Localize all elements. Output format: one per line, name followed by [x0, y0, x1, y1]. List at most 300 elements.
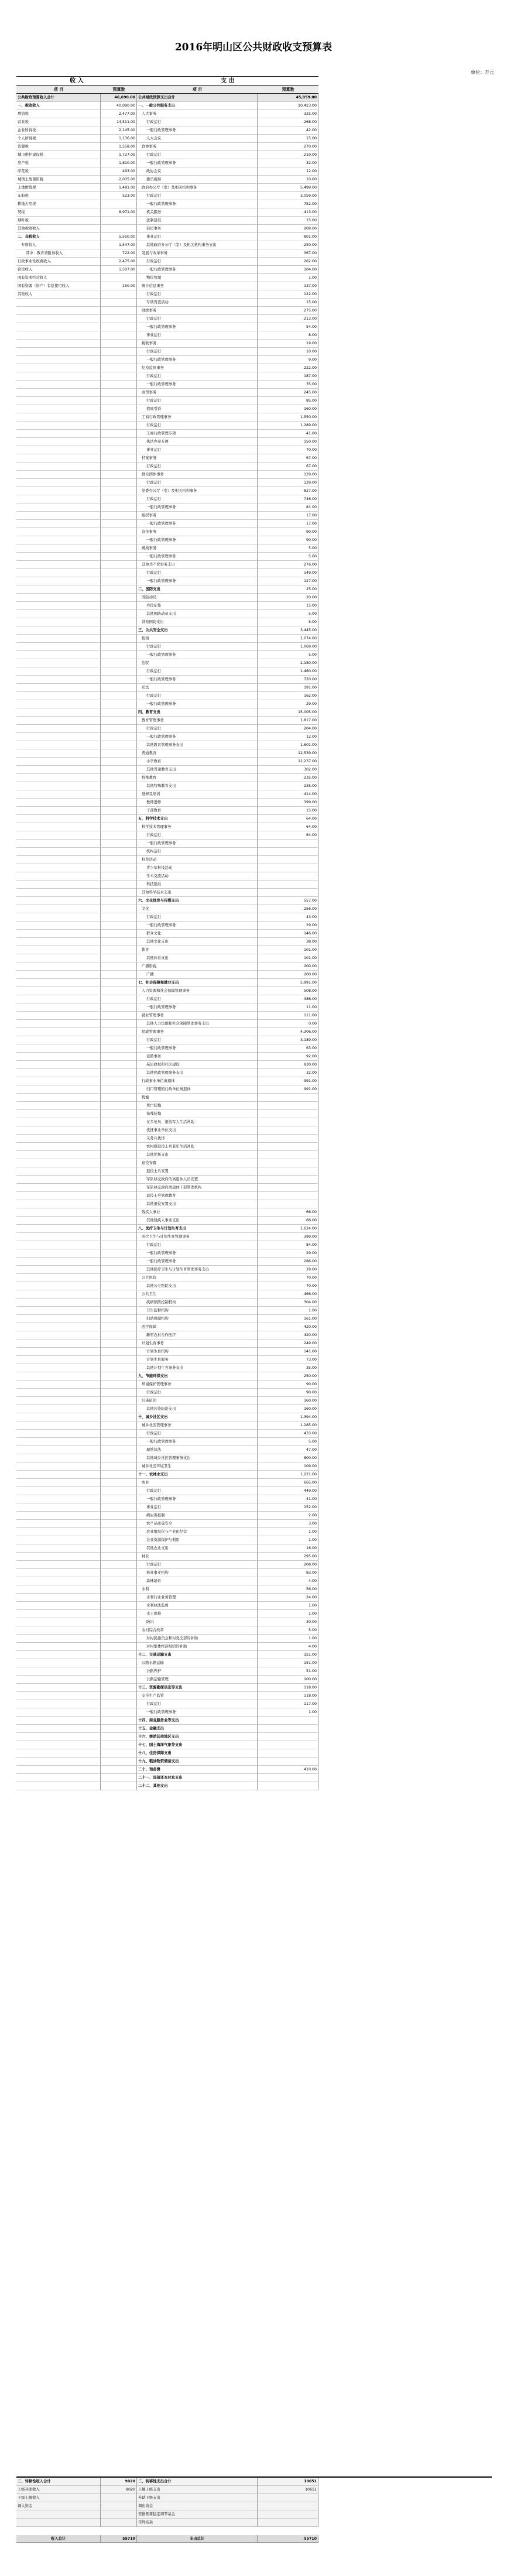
income-value	[101, 913, 137, 922]
income-value	[101, 1561, 137, 1569]
expense-item: 教育管理事务	[137, 717, 258, 725]
table-row	[16, 225, 492, 233]
table-row	[16, 1192, 492, 1200]
table-row	[16, 290, 492, 299]
income-value	[101, 1635, 137, 1643]
income-item	[16, 1405, 101, 1413]
expense-value: 84.00	[258, 1241, 318, 1249]
table-row	[16, 1061, 492, 1069]
income-item	[16, 1766, 101, 1774]
expense-item: 一般行政管理事务	[137, 200, 258, 208]
expense-item: 基层政权和社区建设	[137, 1061, 258, 1069]
income-value	[101, 1741, 137, 1749]
income-value	[101, 1758, 137, 1766]
income-value	[101, 1192, 137, 1200]
expense-item: 政协事务	[137, 143, 258, 151]
table-row	[16, 1659, 492, 1667]
table-row	[16, 1643, 492, 1651]
income-item	[16, 1012, 101, 1020]
table-row	[16, 692, 492, 700]
table-row	[16, 1577, 492, 1585]
income-item	[16, 676, 101, 684]
income-item: 营业税	[16, 118, 101, 126]
income-item	[16, 790, 101, 799]
table-row	[16, 897, 492, 905]
income-item	[16, 1462, 101, 1471]
expense-value: 42.00	[258, 126, 318, 135]
income-item	[16, 1610, 101, 1618]
income-item	[16, 430, 101, 438]
income-item	[16, 831, 101, 840]
expense-value: 420.00	[258, 1331, 318, 1340]
expense-item: 其他体育支出	[137, 954, 258, 962]
expense-value: 29.00	[258, 1249, 318, 1258]
income-value	[101, 626, 137, 635]
table-row	[16, 1266, 492, 1274]
expense-item: 公路养护	[137, 1667, 258, 1676]
income-value	[101, 1266, 137, 1274]
income-value	[101, 299, 137, 307]
income-item	[16, 1126, 101, 1135]
table-row	[16, 930, 492, 938]
income-item	[16, 717, 101, 725]
expense-item: 行政运行	[137, 569, 258, 577]
income-item	[16, 1512, 101, 1520]
table-row	[16, 118, 492, 126]
expense-value: 801.00	[258, 233, 318, 241]
table-row	[16, 1430, 492, 1438]
income-value	[101, 1462, 137, 1471]
transfer-section	[16, 2476, 492, 2527]
expense-value: 1,601.00	[258, 741, 318, 749]
income-value	[101, 667, 137, 676]
income-value	[101, 1159, 137, 1167]
expense-item: 对村民委员会和村党支部的补助	[137, 1635, 258, 1643]
expense-item: 专项普查活动	[137, 299, 258, 307]
income-value	[101, 1503, 137, 1512]
expense-value: 73.00	[258, 1356, 318, 1364]
expense-value: 12,237.00	[258, 758, 318, 766]
expense-value: 991.00	[258, 1085, 318, 1094]
table-row	[16, 1364, 492, 1372]
income-value	[101, 1364, 137, 1372]
income-value	[101, 1577, 137, 1585]
income-item	[16, 1274, 101, 1282]
expense-value: 5.00	[258, 651, 318, 659]
table-row	[16, 979, 492, 987]
income-item	[16, 979, 101, 987]
table-row	[16, 1233, 492, 1241]
expense-item: 事业运行	[137, 233, 258, 241]
expense-value: 100.00	[258, 1676, 318, 1684]
expense-item: 行政运行	[137, 1561, 258, 1569]
income-item	[16, 1003, 101, 1012]
expense-value: 32.00	[258, 159, 318, 167]
expense-item: 其他特殊教育支出	[137, 782, 258, 790]
income-item	[16, 1036, 101, 1044]
table-row	[16, 1471, 492, 1479]
expense-item: 行政运行	[137, 463, 258, 471]
expense-item: 行政运行	[137, 1487, 258, 1495]
income-item	[16, 733, 101, 741]
expense-value: 41.00	[258, 1495, 318, 1503]
income-item: 资源税	[16, 143, 101, 151]
table-row	[16, 397, 492, 405]
table-row	[16, 1503, 492, 1512]
income-item	[16, 299, 101, 307]
table-row	[16, 1602, 492, 1610]
income-value	[101, 1676, 137, 1684]
expense-value	[258, 1126, 318, 1135]
table-row	[16, 446, 492, 454]
income-item	[16, 446, 101, 454]
income-item	[16, 1585, 101, 1594]
table-row	[16, 258, 492, 266]
expense-item: 二十二、其他支出	[137, 1782, 258, 1790]
expense-value: 1,550.00	[258, 413, 318, 422]
expense-item: 检察	[137, 635, 258, 643]
income-value	[101, 1028, 137, 1036]
expense-value: 29.00	[258, 1266, 318, 1274]
expense-item: 其他城乡社区管理事务支出	[137, 1454, 258, 1462]
income-item	[16, 1176, 101, 1184]
expense-value: 413.00	[258, 208, 318, 217]
expense-item: 死亡抚恤	[137, 1102, 258, 1110]
expense-value: 17.00	[258, 520, 318, 528]
income-value	[101, 577, 137, 585]
income-item	[16, 1389, 101, 1397]
expense-value: 1,289.00	[258, 422, 318, 430]
income-item	[16, 1249, 101, 1258]
expense-value	[258, 889, 318, 897]
table-row	[16, 1635, 492, 1643]
table-row	[16, 200, 492, 208]
expense-item: 城管执法	[137, 1446, 258, 1454]
expense-value: 209.00	[258, 225, 318, 233]
table-row	[16, 790, 492, 799]
income-value	[101, 1512, 137, 1520]
income-item	[16, 1217, 101, 1225]
table-row	[16, 307, 492, 315]
income-value	[101, 1241, 137, 1249]
expense-value: 991.00	[258, 1077, 318, 1085]
expense-value	[258, 1782, 318, 1790]
expense-value: 70.00	[258, 1274, 318, 1282]
income-item	[16, 1700, 101, 1708]
table-row	[16, 356, 492, 364]
table-row	[16, 1618, 492, 1626]
income-value	[101, 1315, 137, 1323]
income-value	[101, 1053, 137, 1061]
income-value	[101, 1471, 137, 1479]
income-item	[16, 536, 101, 544]
expense-value: 262.00	[258, 258, 318, 266]
income-item: 个人所得税	[16, 135, 101, 143]
expense-item: 行政运行	[137, 692, 258, 700]
income-item	[16, 1118, 101, 1126]
expense-value: 270.00	[258, 143, 318, 151]
expense-value: 109.00	[258, 1462, 318, 1471]
income-value	[101, 536, 137, 544]
income-item	[16, 1454, 101, 1462]
income-item	[16, 725, 101, 733]
expense-item: 年终结余	[137, 2519, 258, 2527]
expense-value: 146.00	[258, 930, 318, 938]
income-item	[16, 1323, 101, 1331]
table-row	[16, 340, 492, 348]
expense-value: 35.00	[258, 381, 318, 389]
income-value	[101, 1118, 137, 1126]
income-value	[101, 307, 137, 315]
expense-item: 农业资源保护与利用	[137, 1536, 258, 1544]
income-value	[101, 1708, 137, 1717]
income-value	[101, 454, 137, 463]
table-row	[16, 1553, 492, 1561]
table-row	[16, 1610, 492, 1618]
income-value	[101, 749, 137, 758]
income-value	[101, 331, 137, 340]
expense-item-header: 项 目	[137, 85, 258, 94]
income-value	[101, 569, 137, 577]
income-value	[101, 643, 137, 651]
income-value	[101, 1413, 137, 1421]
income-value	[101, 1077, 137, 1085]
income-item: 下级上解收入	[16, 2494, 101, 2502]
table-row	[16, 1454, 492, 1462]
expense-total-value: 55710	[258, 2535, 318, 2543]
expense-value: 1,817.00	[258, 717, 318, 725]
expense-value	[258, 1167, 318, 1176]
table-row	[16, 1069, 492, 1077]
expense-value: 43.00	[258, 913, 318, 922]
income-value	[101, 1479, 137, 1487]
income-item	[16, 1733, 101, 1741]
table-row	[16, 1544, 492, 1553]
expense-value: 746.00	[258, 495, 318, 503]
table-row	[16, 192, 492, 200]
expense-item: 抚恤	[137, 1094, 258, 1102]
expense-value: 1.00	[258, 1536, 318, 1544]
income-value: 40,090.00	[101, 102, 137, 110]
income-item	[16, 1717, 101, 1725]
income-item	[16, 1692, 101, 1700]
income-item	[16, 512, 101, 520]
expense-item: 统战事务	[137, 544, 258, 553]
expense-value: 11.00	[258, 1003, 318, 1012]
income-item	[16, 569, 101, 577]
table-row	[16, 1208, 492, 1217]
table-row	[16, 1356, 492, 1364]
expense-item: 特殊教育	[137, 774, 258, 782]
expense-value	[258, 1717, 318, 1725]
expense-item: 水利行业业务管理	[137, 1594, 258, 1602]
income-value	[101, 1438, 137, 1446]
expense-item: 一般行政管理事务	[137, 1003, 258, 1012]
page-title: 2016年明山区公共财政收支预算表	[174, 42, 333, 53]
income-value	[101, 553, 137, 561]
expense-value: 5.00	[258, 1626, 318, 1635]
income-value	[101, 1110, 137, 1118]
expense-value	[258, 1135, 318, 1143]
income-value	[101, 979, 137, 987]
income-value	[101, 1544, 137, 1553]
expense-value: 151.00	[258, 1659, 318, 1667]
table-row	[16, 1184, 492, 1192]
income-value	[101, 758, 137, 766]
expense-value: 15.00	[258, 602, 318, 610]
income-item	[16, 1725, 101, 1733]
expense-value: 4,306.00	[258, 1028, 318, 1036]
table-row	[16, 463, 492, 471]
table-row	[16, 1594, 492, 1602]
expense-value: 5.00	[258, 544, 318, 553]
table-row	[16, 1102, 492, 1110]
expense-item: 环境保护管理事务	[137, 1381, 258, 1389]
expense-item: 调出资金	[137, 2502, 258, 2510]
expense-item: 行政运行	[137, 831, 258, 840]
expense-item: 招商引资	[137, 405, 258, 413]
expense-item: 群众团体事务	[137, 471, 258, 479]
table-row	[16, 987, 492, 995]
income-value	[101, 1126, 137, 1135]
income-item	[16, 708, 101, 717]
expense-item: 十三、资源勘探信息等支出	[137, 1684, 258, 1692]
income-value	[101, 471, 137, 479]
expense-value	[258, 1151, 318, 1159]
income-value	[101, 1258, 137, 1266]
income-value	[101, 381, 137, 389]
income-value: 46,690.00	[101, 94, 137, 102]
expense-item: 行政运行	[137, 348, 258, 356]
table-row	[16, 1700, 492, 1708]
expense-item: 退役士兵管理教育	[137, 1192, 258, 1200]
expense-item: 林业	[137, 1553, 258, 1561]
table-row	[16, 1258, 492, 1266]
income-value: 2,145.00	[101, 126, 137, 135]
income-item	[16, 1340, 101, 1348]
income-value: 1,558.00	[101, 143, 137, 151]
income-value	[101, 856, 137, 864]
income-value	[101, 1044, 137, 1053]
table-row	[16, 528, 492, 536]
expense-value: 5.00	[258, 610, 318, 618]
expense-item: 行政运行	[137, 1241, 258, 1249]
table-row	[16, 405, 492, 413]
expense-item: 二十、预备费	[137, 1766, 258, 1774]
expense-value: 3,059.00	[258, 192, 318, 200]
income-item	[16, 528, 101, 536]
income-item	[16, 1503, 101, 1512]
income-value	[101, 1356, 137, 1364]
expense-item: 在乡复员、退伍军人生活补助	[137, 1118, 258, 1126]
table-row	[16, 176, 492, 184]
table-row	[16, 1176, 492, 1184]
expense-item: 防汛	[137, 1618, 258, 1626]
income-item	[16, 479, 101, 487]
income-item	[16, 799, 101, 807]
table-row	[16, 217, 492, 225]
income-item	[16, 864, 101, 872]
expense-value: 1.00	[258, 1528, 318, 1536]
income-item	[16, 413, 101, 422]
income-value	[101, 413, 137, 422]
income-item	[16, 544, 101, 553]
table-row	[16, 208, 492, 217]
income-item	[16, 1356, 101, 1364]
expense-value	[258, 1741, 318, 1749]
income-item	[16, 1594, 101, 1602]
expense-item: 一般行政管理事务	[137, 159, 258, 167]
expense-value: 101.00	[258, 946, 318, 954]
table-row	[16, 479, 492, 487]
income-item	[16, 946, 101, 954]
income-value	[101, 1421, 137, 1430]
income-item	[16, 913, 101, 922]
expense-item: 疾病预防控制机构	[137, 1299, 258, 1307]
table-row	[16, 1389, 492, 1397]
expense-item: 十二、交通运输支出	[137, 1651, 258, 1659]
table-row	[16, 1135, 492, 1143]
expense-value: 111.00	[258, 1012, 318, 1020]
expense-value	[258, 1159, 318, 1167]
table-row	[16, 544, 492, 553]
income-item	[16, 1299, 101, 1307]
expense-item: 十五、金融支出	[137, 1725, 258, 1733]
income-item: 专项收入	[16, 241, 101, 249]
income-item	[16, 626, 101, 635]
expense-item: 公路水路运输	[137, 1659, 258, 1667]
expense-item: 对村集体经济组织的补助	[137, 1643, 258, 1651]
table-row	[16, 758, 492, 766]
income-item	[16, 1381, 101, 1389]
expense-item: 行政运行	[137, 667, 258, 676]
expense-item: 财政事务	[137, 307, 258, 315]
expense-value: 15.00	[258, 217, 318, 225]
income-value	[101, 1143, 137, 1151]
income-value	[101, 1208, 137, 1217]
expense-value: 1.00	[258, 1635, 318, 1643]
income-item	[16, 766, 101, 774]
expense-item: 二十一、国债还本付息支出	[137, 1774, 258, 1782]
income-value	[101, 1282, 137, 1290]
expense-value: 24.00	[258, 1594, 318, 1602]
table-row	[16, 831, 492, 840]
expense-item: 纪检监察事务	[137, 364, 258, 372]
income-item	[16, 1110, 101, 1118]
income-value	[101, 774, 137, 782]
income-item	[16, 1577, 101, 1585]
expense-item: 其他政府办公厅（室）及相关机构事务支出	[137, 241, 258, 249]
table-row	[16, 1372, 492, 1381]
income-item	[16, 553, 101, 561]
expense-item: 事业运行	[137, 331, 258, 340]
income-item	[16, 1749, 101, 1758]
expense-item: 学术交流活动	[137, 872, 258, 881]
expense-item: 水利	[137, 1585, 258, 1594]
expense-item: 其他农业支出	[137, 1544, 258, 1553]
income-item	[16, 1626, 101, 1635]
income-item	[16, 1520, 101, 1528]
income-value	[101, 1290, 137, 1299]
expense-item: 科学技术管理事务	[137, 823, 258, 831]
income-item: 一、税收收入	[16, 102, 101, 110]
income-item	[16, 561, 101, 569]
income-item	[16, 1561, 101, 1569]
expense-value: 129.00	[258, 479, 318, 487]
expense-value: 47.00	[258, 1446, 318, 1454]
table-row	[16, 659, 492, 667]
expense-item: 文化	[137, 905, 258, 913]
